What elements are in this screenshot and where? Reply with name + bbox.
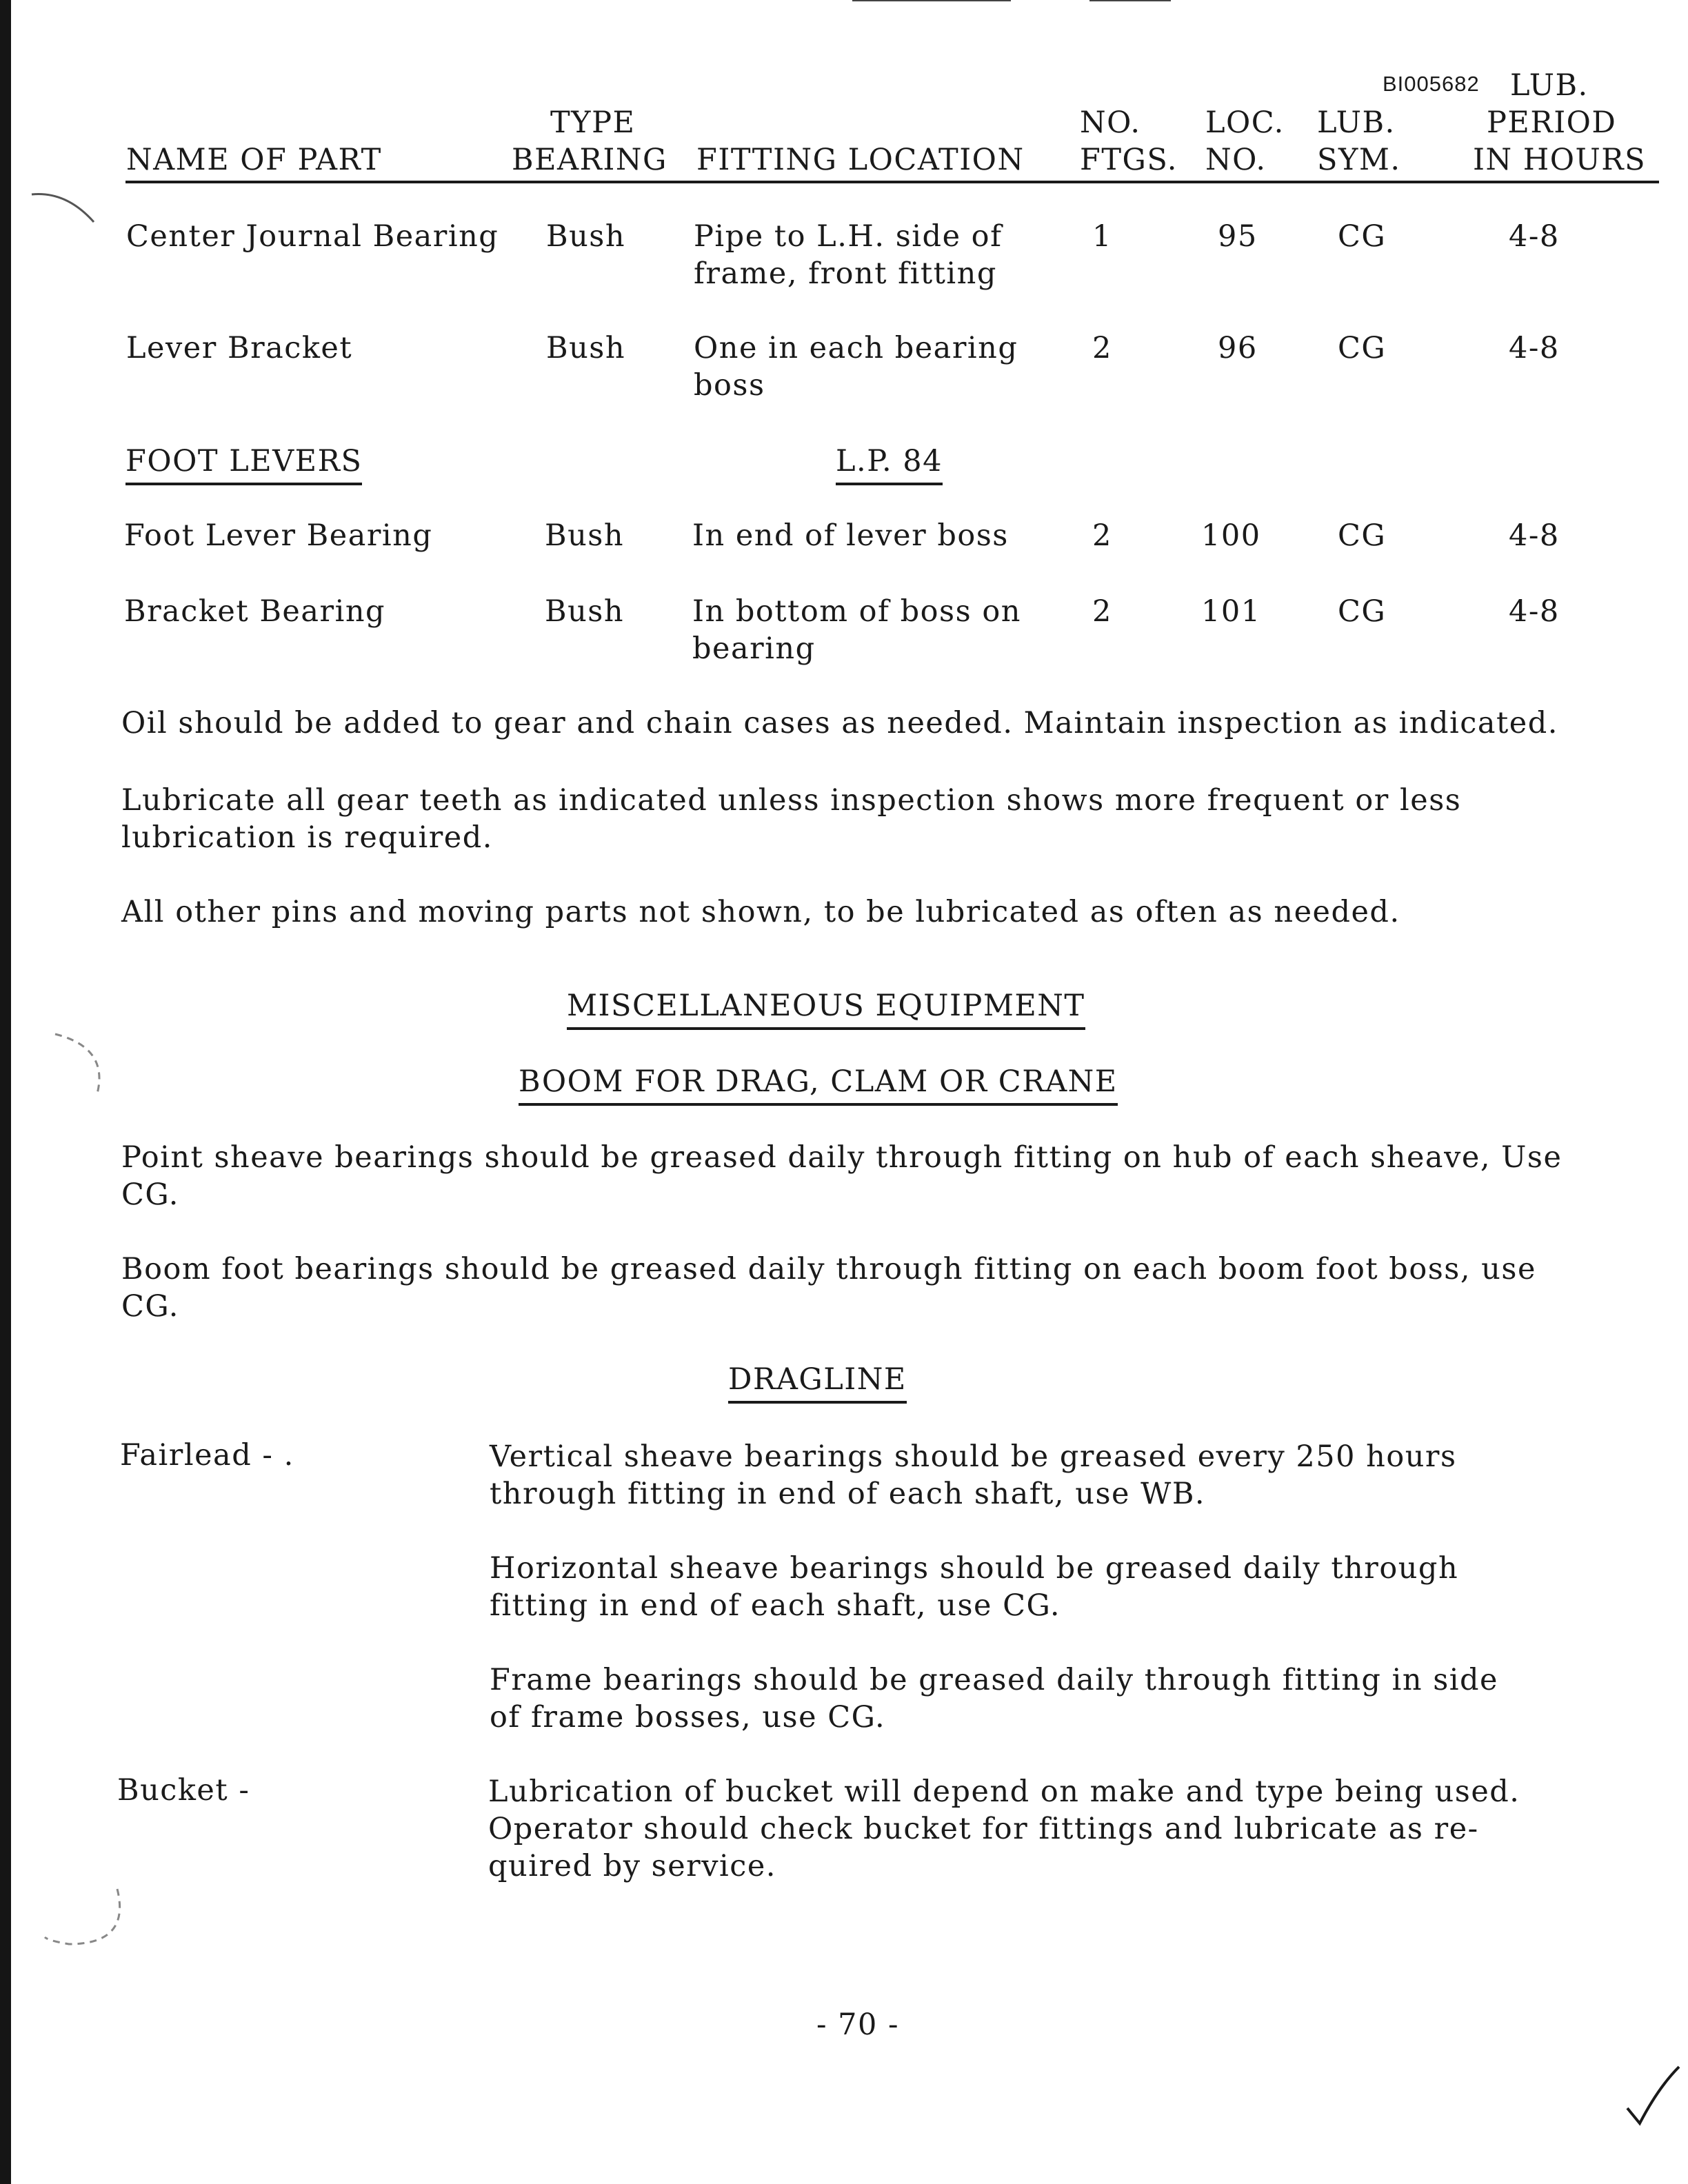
part-name: Lever Bracket [126,331,353,365]
bearing-type: Bush [546,219,626,254]
location-number: 95 [1218,219,1258,254]
col-part: NAME OF PART [126,143,382,177]
check-mark [1620,2060,1682,2136]
col-loc-line1: LOC. [1205,105,1285,140]
location-number: 96 [1218,331,1258,365]
col-type-line1: TYPE [550,105,636,140]
fitting-location-line2: bearing [692,631,816,666]
paragraph-vertical-sheave: Vertical sheave bearings should be greased every 250 hours through fitting in end of each shaft, use WB. [490,1439,1457,1511]
lub-symbol: CG [1338,518,1387,553]
col-loc-line2: NO. [1205,143,1267,177]
section-title-boom: BOOM FOR DRAG, CLAM OR CRANE [519,1064,1118,1106]
paragraph-boom-foot: Boom foot bearings should be greased daily through fitting on each boom foot boss, use CG. [121,1252,1536,1324]
margin-mark-middle [41,1027,124,1110]
paragraph-point-sheave: Point sheave bearings should be greased daily through fitting on hub of each sheave, Use CG. [121,1140,1563,1212]
part-name: Center Journal Bearing [126,219,499,254]
lub-symbol: CG [1338,219,1387,254]
label-bucket: Bucket - [117,1773,250,1808]
label-fairlead: Fairlead - . [120,1438,294,1473]
paragraph-frame-bearings: Frame bearings should be greased daily through fitting in side of frame bosses, use CG. [490,1663,1498,1735]
top-rule-right [1089,0,1171,1]
fitting-count: 2 [1092,331,1112,365]
col-period-line1: LUB. [1510,68,1589,103]
fitting-location-line1: In bottom of boss on [692,594,1021,629]
fitting-location-line2: frame, front fitting [694,256,997,291]
page-number: - 70 - [816,2008,900,2042]
fitting-location-line1: In end of lever boss [692,518,1009,553]
lub-symbol: CG [1338,331,1387,365]
col-no-line2: FTGS. [1080,143,1178,177]
col-period-line3: IN HOURS [1473,143,1647,177]
col-fitting: FITTING LOCATION [696,143,1025,177]
bearing-type: Bush [546,331,626,365]
scan-edge-bar [0,0,11,2184]
top-rule-left [852,0,1011,1]
col-period-line2: PERIOD [1487,105,1617,140]
lub-period: 4-8 [1509,518,1560,553]
note-oil: Oil should be added to gear and chain cases as needed. Maintain inspection as indicated. [121,706,1558,740]
lub-symbol: CG [1338,594,1387,629]
note-other-pins: All other pins and moving parts not shown, to be lubricated as often as needed. [121,895,1400,929]
fitting-count: 2 [1092,594,1112,629]
paragraph-horizontal-sheave: Horizontal sheave bearings should be greased daily through fitting in end of each shaft, use CG. [490,1551,1459,1623]
bearing-type: Bush [545,594,625,629]
lub-period: 4-8 [1509,219,1560,254]
fitting-location-line2: boss [694,368,765,403]
part-name: Foot Lever Bearing [124,518,433,553]
paragraph-bucket: Lubrication of bucket will depend on make and type being used. Operator should check bucket for fittings and lubricate as re-quired by service. [488,1775,1520,1883]
col-lub-line1: LUB. [1317,105,1396,140]
lub-period: 4-8 [1509,331,1560,365]
section-title-misc-equipment: MISCELLANEOUS EQUIPMENT [567,989,1085,1030]
margin-mark-bottom [41,1875,138,1972]
fitting-location-line1: One in each bearing [694,331,1018,365]
margin-mark-top [25,181,108,263]
lub-period: 4-8 [1509,594,1560,629]
col-no-line1: NO. [1080,105,1141,140]
location-number: 100 [1201,518,1261,553]
col-type-line2: BEARING [512,143,667,177]
section-title-dragline: DRAGLINE [728,1362,907,1404]
section-title-foot-levers: FOOT LEVERS [125,444,362,485]
header-rule [125,181,1659,183]
fitting-location-line1: Pipe to L.H. side of [694,219,1003,254]
part-name: Bracket Bearing [124,594,386,629]
fitting-count: 2 [1092,518,1112,553]
document-id: BI005682 [1383,72,1480,96]
location-number: 101 [1201,594,1261,629]
col-lub-line2: SYM. [1317,143,1401,177]
note-gear-teeth: Lubricate all gear teeth as indicated unless inspection shows more frequent or less lubrication is required. [121,783,1462,855]
section-reference: L.P. 84 [836,444,943,485]
fitting-count: 1 [1092,219,1112,254]
bearing-type: Bush [545,518,625,553]
